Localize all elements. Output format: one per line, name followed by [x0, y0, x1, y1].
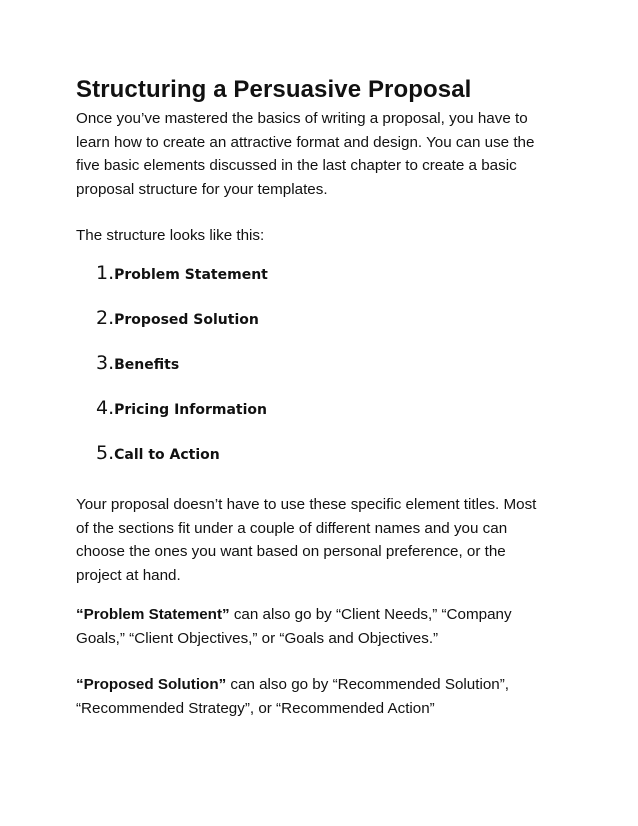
list-item-label: Proposed Solution: [114, 312, 259, 328]
list-item-number: 5.: [96, 442, 115, 464]
problem-statement-paragraph: [76, 603, 576, 650]
list-item-label: Problem Statement: [114, 267, 268, 283]
page-title: Structuring a Persuasive Proposal: [76, 76, 472, 103]
paragraph-line: [76, 673, 576, 697]
list-item: [96, 352, 268, 397]
paragraph-line: choose the ones you want based on personal preference, or the: [76, 543, 506, 560]
list-item: [96, 307, 268, 352]
list-item-label: Pricing Information: [114, 402, 267, 418]
paragraph-text: can also go by “Client Needs,” “Company: [229, 606, 512, 623]
intro-line: Once you’ve mastered the basics of writing a proposal, you have to: [76, 110, 528, 127]
list-item-number: 1.: [96, 262, 115, 284]
paragraph-line: of the sections fit under a couple of different names and you can: [76, 519, 508, 537]
structure-list: [96, 262, 268, 487]
list-item: [96, 262, 268, 307]
proposed-solution-paragraph: [76, 673, 576, 720]
paragraph-line: project at hand.: [76, 566, 181, 584]
structure-intro: The structure looks like this:: [76, 227, 265, 244]
intro-line: learn how to create an attractive format and design. You can use the: [76, 133, 535, 151]
paragraph-line: [76, 603, 576, 627]
list-item: [96, 442, 268, 487]
paragraph-text: can also go by “Recommended Solution”,: [226, 676, 509, 693]
intro-line: proposal structure for your templates.: [76, 180, 328, 198]
list-item-number: 3.: [96, 352, 115, 374]
paragraph-line: Goals,” “Client Objectives,” or “Goals and Objectives.”: [76, 629, 439, 647]
list-item-number: 2.: [96, 307, 115, 329]
element-titles-paragraph: [76, 493, 576, 587]
term-problem-statement: “Problem Statement”: [76, 606, 230, 623]
term-proposed-solution: “Proposed Solution”: [76, 676, 227, 693]
intro-paragraph: [76, 107, 576, 201]
paragraph-line: Your proposal doesn’t have to use these specific element titles. Most: [76, 496, 537, 513]
list-item: [96, 397, 268, 442]
paragraph-line: “Recommended Strategy”, or “Recommended Action”: [76, 699, 435, 717]
list-item-label: Call to Action: [114, 447, 220, 463]
list-item-number: 4.: [96, 397, 115, 419]
list-item-label: Benefits: [114, 357, 180, 373]
intro-line: five basic elements discussed in the last chapter to create a basic: [76, 157, 517, 174]
